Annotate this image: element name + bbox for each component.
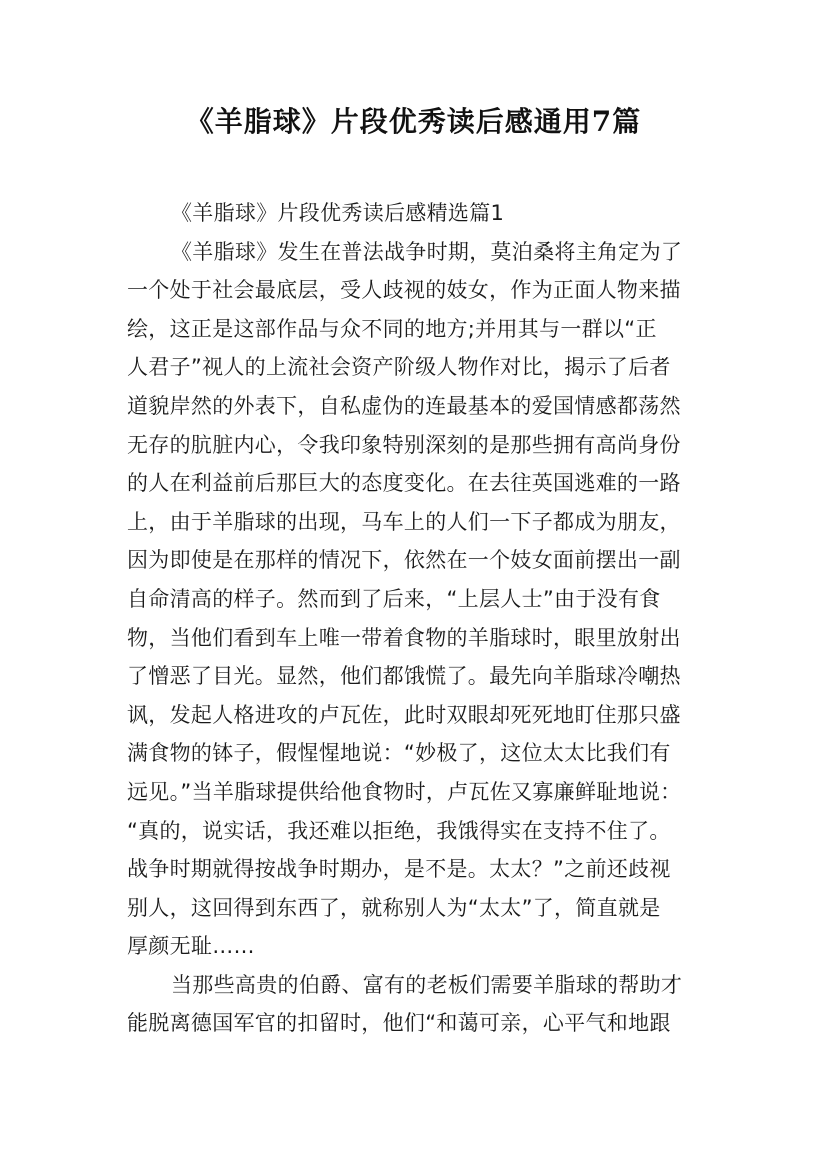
paragraph-line: 物，当他们看到车上唯一带着食物的羊脂球时，眼里放射出 bbox=[127, 625, 681, 650]
paragraph-line: 人君子”视人的上流社会资产阶级人物作对比，揭示了后者 bbox=[127, 355, 671, 380]
paragraph-line: 绘，这正是这部作品与众不同的地方;并用其与一群以“正 bbox=[127, 316, 657, 341]
paragraph-line: 无存的肮脏内心，令我印象特别深刻的是那些拥有高尚身份 bbox=[127, 432, 681, 457]
paragraph-line: 了憎恶了目光。显然，他们都饿慌了。最先向羊脂球冷嘲热 bbox=[127, 664, 681, 689]
paragraph-line: 讽，发起人格进攻的卢瓦佐，此时双眼却死死地盯住那只盛 bbox=[127, 702, 681, 727]
paragraph-line: 道貌岸然的外表下，自私虚伪的连最基本的爱国情感都荡然 bbox=[127, 393, 681, 418]
paragraph-line: 的人在利益前后那巨大的态度变化。在去往英国逃难的一路 bbox=[127, 471, 681, 496]
paragraph-line: 当那些高贵的伯爵、富有的老板们需要羊脂球的帮助才 bbox=[171, 972, 683, 997]
paragraph-line: 满食物的钵子，假惺惺地说：“妙极了，这位太太比我们有 bbox=[127, 741, 671, 766]
document-title: 《羊脂球》片段优秀读后感通用7篇 bbox=[185, 105, 642, 138]
paragraph-line: 战争时期就得按战争时期办，是不是。太太？”之前还歧视 bbox=[127, 857, 671, 882]
paragraph-line: 能脱离德国军官的扣留时，他们“和蔼可亲，心平气和地跟 bbox=[127, 1011, 671, 1036]
paragraph-line: 别人，这回得到东西了，就称别人为“太太”了，简直就是 bbox=[127, 895, 661, 920]
paragraph-line: 《羊脂球》发生在普法战争时期，莫泊桑将主角定为了 bbox=[171, 239, 683, 264]
document-body bbox=[127, 194, 717, 1043]
paragraph-line: 一个处于社会最底层，受人歧视的妓女，作为正面人物来描 bbox=[127, 278, 681, 303]
paragraph-line: “真的，说实话，我还难以拒绝，我饿得实在支持不住了。 bbox=[127, 818, 671, 843]
paragraph-line: 自命清高的样子。然而到了后来，“上层人士”由于没有食 bbox=[127, 586, 661, 611]
paragraph-line: 厚颜无耻…… bbox=[127, 934, 255, 959]
paragraph-line: 因为即使是在那样的情况下，依然在一个妓女面前摆出一副 bbox=[127, 548, 681, 573]
paragraph-line: 上，由于羊脂球的出现，马车上的人们一下子都成为朋友， bbox=[127, 509, 681, 534]
section-heading: 《羊脂球》片段优秀读后感精选篇1 bbox=[171, 201, 505, 225]
paragraph-line: 远见。”当羊脂球提供给他食物时，卢瓦佐又寡廉鲜耻地说： bbox=[127, 779, 682, 804]
